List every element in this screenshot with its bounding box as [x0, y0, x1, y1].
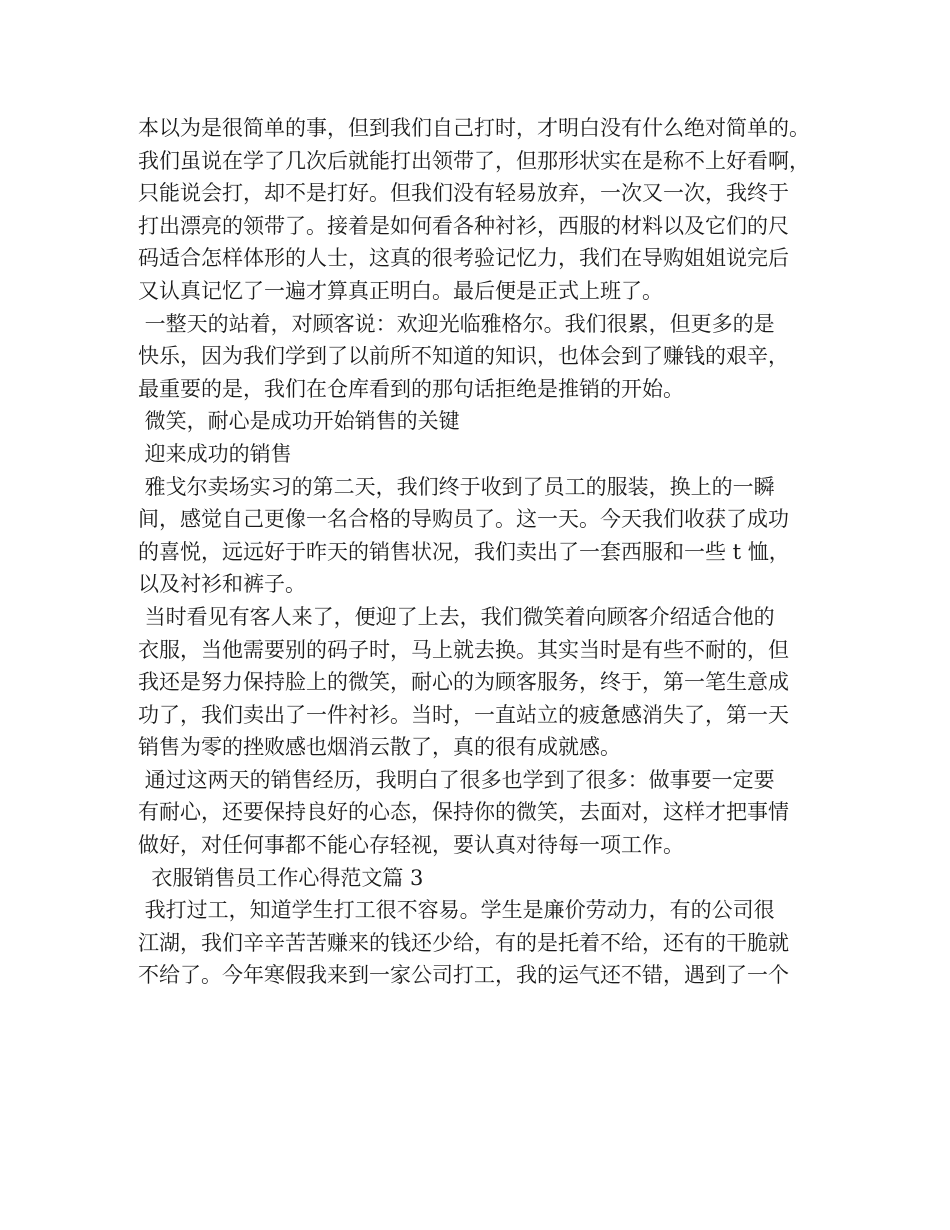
text-line: 我们虽说在学了几次后就能打出领带了，但那形状实在是称不上好看啊，: [138, 148, 810, 173]
text-line: 做好，对任何事都不能心存轻视，要认真对待每一项工作。: [138, 833, 684, 858]
text-line: 间，感觉自己更像一名合格的导购员了。这一天。今天我们收获了成功: [138, 507, 789, 532]
text-line: 又认真记忆了一遍才算真正明白。最后便是正式上班了。: [138, 278, 663, 303]
text-line: 本以为是很简单的事，但到我们自己打时，才明白没有什么绝对简单的。: [138, 116, 810, 140]
article-title: 衣服销售员工作心得范文篇 3: [138, 865, 424, 890]
text-line: 只能说会打，却不是打好。但我们没有轻易放弃，一次又一次，我终于: [138, 181, 789, 206]
text-line: 销售为零的挫败感也烟消云散了，真的很有成就感。: [138, 735, 621, 760]
text-line: 我打过工，知道学生打工很不容易。学生是廉价劳动力，有的公司很: [138, 898, 775, 923]
text-line: 快乐，因为我们学到了以前所不知道的知识，也体会到了赚钱的艰辛，: [138, 344, 789, 369]
text-line: 的喜悦，远远好于昨天的销售状况，我们卖出了一套西服和一些 t 恤，: [138, 539, 790, 564]
text-line: 江湖，我们辛辛苦苦赚来的钱还少给，有的是托着不给，还有的干脆就: [138, 930, 789, 955]
text-line: 最重要的是，我们在仓库看到的那句话拒绝是推销的开始。: [138, 376, 684, 401]
text-line: 码适合怎样体形的人士，这真的很考验记忆力，我们在导购姐姐说完后: [138, 246, 789, 271]
text-line: 衣服，当他需要别的码子时，马上就去换。其实当时是有些不耐的，但: [138, 637, 789, 662]
text-line: 雅戈尔卖场实习的第二天，我们终于收到了员工的服装，换上的一瞬: [138, 474, 775, 499]
text-line: 打出漂亮的领带了。接着是如何看各种衬衫，西服的材料以及它们的尺: [138, 213, 789, 238]
text-line: 不给了。今年寒假我来到一家公司打工，我的运气还不错，遇到了一个: [138, 963, 789, 988]
document-body: [138, 112, 828, 992]
text-line: 我还是努力保持脸上的微笑，耐心的为顾客服务，终于，第一笔生意成: [138, 670, 789, 695]
text-line: 通过这两天的销售经历，我明白了很多也学到了很多：做事要一定要: [138, 767, 775, 792]
section-heading: 迎来成功的销售: [138, 441, 292, 466]
section-heading: 微笑，耐心是成功开始销售的关键: [138, 409, 460, 434]
text-line: 以及衬衫和裤子。: [138, 572, 306, 597]
text-line: 一整天的站着，对顾客说：欢迎光临雅格尔。我们很累，但更多的是: [138, 311, 775, 336]
text-line: 功了，我们卖出了一件衬衫。当时，一直站立的疲惫感消失了，第一天: [138, 702, 789, 727]
text-line: 有耐心，还要保持良好的心态，保持你的微笑，去面对，这样才把事情: [138, 800, 789, 825]
text-line: 当时看见有客人来了，便迎了上去，我们微笑着向顾客介绍适合他的: [138, 604, 775, 629]
